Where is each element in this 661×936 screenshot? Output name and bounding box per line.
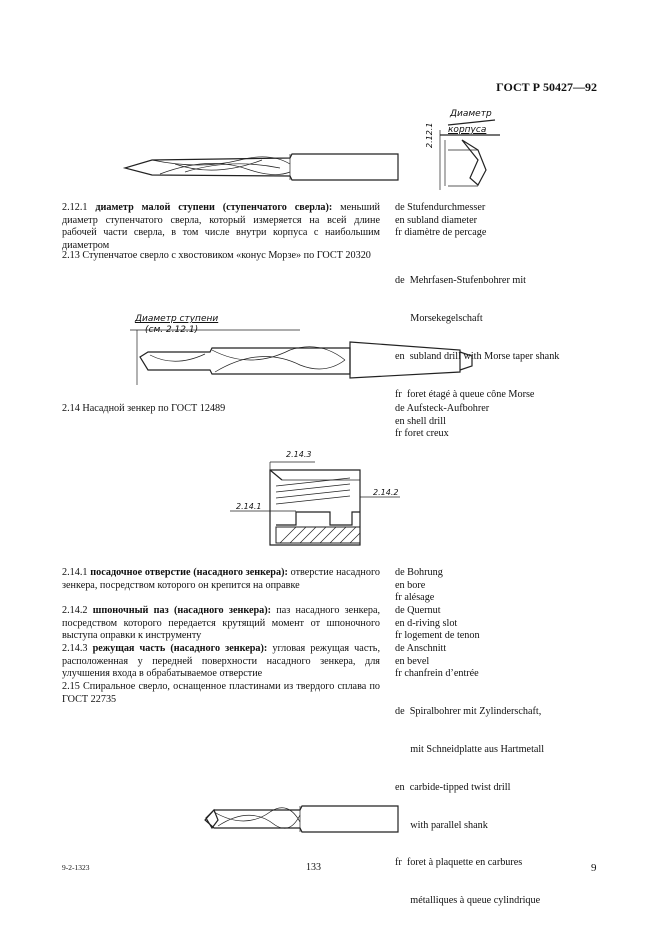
term-name: посадочное отверстие (насадного зенкера): bbox=[90, 567, 288, 578]
fig3-top: 2.14.3 bbox=[286, 450, 312, 459]
tr-de-cont: Morsekegelschaft bbox=[395, 312, 483, 324]
tr-en: en d-riving slot bbox=[395, 617, 458, 629]
tr-fr: fr foret à plaquette en carbures bbox=[395, 857, 523, 869]
fig1-label2: корпуса bbox=[448, 125, 487, 135]
term-name: режущая часть (насадного зенкера): bbox=[92, 643, 268, 654]
page-number-right: 9 bbox=[591, 862, 597, 874]
tr-en-cont: with parallel shank bbox=[395, 819, 488, 831]
term-name: диаметр малой ступени (ступенчатого сверла): bbox=[95, 202, 333, 213]
term-2-14-1 bbox=[62, 567, 380, 592]
drill-1 bbox=[125, 154, 398, 180]
translations-2-13 bbox=[395, 250, 625, 414]
tr-en: en subland drill with Morse taper shank bbox=[395, 350, 560, 362]
tr-en: en subland diameter bbox=[395, 214, 478, 226]
tr-en: en shell drill bbox=[395, 415, 446, 427]
print-code: 9-2-1323 bbox=[62, 863, 90, 872]
translations-2-14-2 bbox=[395, 605, 625, 643]
term-num: 2.13 bbox=[62, 250, 80, 261]
translations-2-14 bbox=[395, 403, 625, 441]
term-num: 2.12.1 bbox=[62, 202, 88, 213]
term-text: паз насадного зенкера, посредством которого передается крутящий момент от шпоночного выступа оправки к инструменту bbox=[62, 605, 381, 642]
term-2-13 bbox=[62, 250, 380, 263]
hatched-section bbox=[276, 527, 360, 543]
tr-fr: fr logement de tenon bbox=[395, 630, 480, 642]
term-text: отверстие насадного зенкера, посредством которого он крепится на оправке bbox=[62, 567, 380, 591]
tr-en: en carbide-tipped twist drill bbox=[395, 781, 511, 793]
translations-2-14-1 bbox=[395, 567, 625, 605]
term-name: шпоночный паз (насадного зенкера): bbox=[92, 605, 272, 616]
tr-de: de Bohrung bbox=[395, 567, 443, 578]
term-2-12-1 bbox=[62, 202, 380, 250]
fig1-label1: Диаметр bbox=[450, 109, 492, 119]
term-text: Ступенчатое сверло с хвостовиком «конус Морзе» по ГОСТ 20320 bbox=[82, 250, 371, 261]
tr-de: de Mehrfasen-Stufenbohrer mit bbox=[395, 275, 526, 287]
tr-de: de Quernut bbox=[395, 605, 441, 616]
term-text: Спиральное сверло, оснащенное пластинами из твердого сплава по ГОСТ 22735 bbox=[62, 681, 380, 705]
fig1-dim: 2.12.1 bbox=[425, 122, 434, 148]
term-2-14-2 bbox=[62, 605, 380, 643]
tr-de: de Aufsteck-Aufbohrer bbox=[395, 403, 490, 414]
tr-fr: fr chanfrein d’entrée bbox=[395, 668, 479, 680]
translations-2-14-3 bbox=[395, 643, 625, 681]
tr-fr: fr alésage bbox=[395, 592, 435, 604]
fig2-label1: Диаметр ступени bbox=[135, 314, 219, 324]
tr-en: en bevel bbox=[395, 655, 430, 667]
term-2-15 bbox=[62, 681, 380, 706]
tr-fr-cont: métalliques à queue cylindrique bbox=[395, 895, 541, 907]
page-number-center: 133 bbox=[306, 862, 321, 873]
term-text: угловая режущая часть, расположенная у передней поверхности насадного зенкера, для улучшения входа в обрабатываемое отверстие bbox=[62, 643, 380, 680]
document-header: ГОСТ Р 50427—92 bbox=[496, 80, 597, 94]
term-num: 2.14.2 bbox=[62, 605, 88, 616]
fig3-left: 2.14.1 bbox=[236, 502, 262, 511]
tr-en: en bore bbox=[395, 579, 426, 591]
term-text: Насадной зенкер по ГОСТ 12489 bbox=[82, 403, 226, 414]
term-text: меньший диаметр ступенчатого сверла, который измеряется на всей длине рабочей части сверла, в том числе внутри корпуса с наибольшим диаметром bbox=[62, 202, 380, 251]
term-num: 2.14.1 bbox=[62, 567, 88, 578]
fig2-label2: (см. 2.12.1) bbox=[145, 325, 199, 335]
fig3-right: 2.14.2 bbox=[373, 488, 399, 497]
tr-fr: fr foret creux bbox=[395, 428, 449, 440]
tr-de-cont: mit Schneidplatte aus Hartmetall bbox=[395, 743, 545, 755]
term-num: 2.15 bbox=[62, 681, 80, 692]
term-num: 2.14 bbox=[62, 403, 80, 414]
tr-fr: fr foret étagé à queue cône Morse bbox=[395, 388, 535, 400]
tr-de: de Spiralbohrer mit Zylinderschaft, bbox=[395, 706, 542, 718]
tr-fr: fr diamètre de percage bbox=[395, 227, 487, 239]
translations-2-12-1 bbox=[395, 202, 625, 240]
tr-de: de Stufendurchmesser bbox=[395, 202, 486, 213]
term-2-14 bbox=[62, 403, 380, 416]
tr-de: de Anschnitt bbox=[395, 643, 447, 654]
translations-2-15 bbox=[395, 681, 625, 920]
term-2-14-3 bbox=[62, 643, 380, 681]
term-num: 2.14.3 bbox=[62, 643, 88, 654]
